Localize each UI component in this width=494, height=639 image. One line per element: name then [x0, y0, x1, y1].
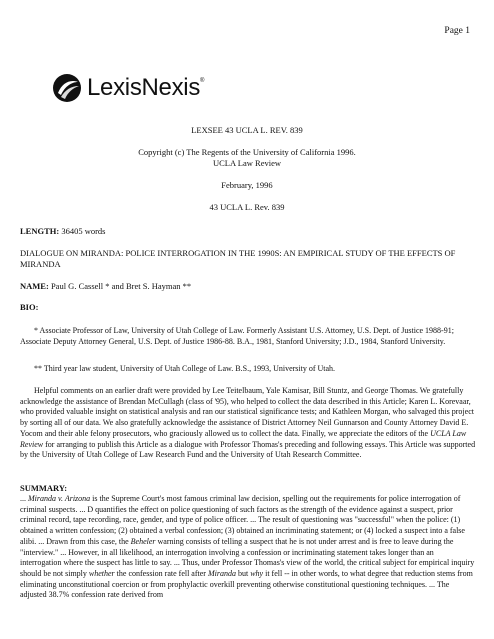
bio-paragraph-2: ** Third year law student, University of Utah College of Law. B.S., 1993, University of Utah.: [34, 364, 336, 373]
bio-paragraph-3-italic: UCLA Law Review: [20, 428, 467, 449]
summary-label: SUMMARY:: [20, 483, 68, 493]
bio-paragraph-3-text-b: for arranging to publish this Article as a dialogue with Professor Thomas's preceding and following essays. This Article was supported by the University of Utah College of Law Research Fund and the University of Utah Research Committee.: [20, 439, 476, 460]
lexisnexis-logo: [52, 72, 204, 104]
summary-italic-5: why: [250, 568, 264, 578]
bio-label: BIO:: [20, 302, 39, 312]
length-line: [20, 226, 476, 237]
name-label: NAME:: [20, 281, 49, 291]
summary-text: [20, 494, 476, 601]
summary-text-5: but: [235, 568, 251, 578]
length-label: LENGTH:: [20, 226, 60, 236]
publication-date: February, 1996: [221, 180, 273, 190]
logo-wordmark: [87, 74, 204, 102]
article-title: DIALOGUE ON MIRANDA: POLICE INTERROGATION IN THE 1990S: AN EMPIRICAL STUDY OF THE EFFECTS OF MIRANDA: [20, 248, 456, 269]
summary-italic-4: Miranda: [207, 568, 236, 578]
summary-italic-1: Miranda v. Arizona: [28, 494, 91, 503]
bio-paragraph-3-text-a: Helpful comments on an earlier draft were provided by Lee Teitelbaum, Yale Kamisar, Bill Stuntz, and George Thomas. We gratefully acknowledge the assistance of Brendan McCullagh (class of '95), who helped to collect the data described in this Article; Karen L. Korevaar, who provided valuable insight on statistical analysis and ran our statistical significance tests; and Kathleen Morgan, who salvaged this project by sorting all of our data. We also gratefully acknowledge the assistance of District Attorney Neil Gunnarson and County Attorney David E. Yocom and their able felony prosecutors, who graciously allowed us to collect the data. Finally, we appreciate the editors of the: [20, 386, 474, 438]
volume-citation: 43 UCLA L. Rev. 839: [209, 202, 285, 212]
summary-text-1: ...: [20, 494, 28, 503]
summary-text-2: is the Supreme Court's most famous criminal law decision, spelling out the requirements for police interrogation of criminal suspects. ... D quantifies the effect on police questioning of such factors as the strength of the evidence against a suspect, prior criminal record, tape recording, race, gender, and type of police officer. ... The result of questioning was "successful" when the police: (1) obtained a written confession; (2) obtained a verbal confession; (3) obtained an incriminating statement; or (4) locked a suspect into a false alibi. ... Drawn from this case, the: [20, 494, 465, 546]
page-number: Page 1: [444, 26, 470, 36]
logo-registered-mark: ®: [200, 78, 205, 84]
logo-name: LexisNexis: [87, 74, 201, 101]
summary-text-3: warning consists of telling a suspect that he is not under arrest and is free to leave during the "interview." ... However, in all likelihood, an interrogation involving a confession or incriminating statement takes longer than an interrogation where the suspect has little to say. ... Thus, under Professor Thomas's view of the world, the critical subject for empirical inquiry should be not simply: [20, 536, 475, 578]
bio-paragraph-1: * Associate Professor of Law, University of Utah College of Law. Formerly Assistant U.S. Attorney, U.S. Dept. of Justice 1988-91; Associate Deputy Attorney General, U.S. Dept. of Justice 1986-88. B.A., 1981, Stanford University; J.D., 1984, Stanford University.: [20, 326, 454, 346]
name-line: [20, 281, 476, 292]
summary-italic-2: Beheler: [130, 536, 156, 546]
length-value: 36405 words: [61, 226, 106, 236]
journal-name: UCLA Law Review: [213, 158, 281, 168]
lexisnexis-globe-icon: [52, 73, 82, 103]
bio-paragraph-3: [20, 386, 476, 461]
summary-text-6: it fell -- in other words, to what degree that reduction stems from eliminating unconstitutional coercion or from prophylactic overkill preventing otherwise constitutional questioning techniques. ... The adjusted 38.7% confession rate derived from: [20, 568, 473, 600]
copyright-line: Copyright (c) The Regents of the University of California 1996.: [138, 147, 356, 157]
summary-text-4: the confession rate fell after: [114, 568, 208, 578]
citation-line: LEXSEE 43 UCLA L. REV. 839: [191, 125, 303, 135]
authors: Paul G. Cassell * and Bret S. Hayman **: [50, 281, 192, 291]
summary-italic-3: whether: [88, 568, 115, 578]
